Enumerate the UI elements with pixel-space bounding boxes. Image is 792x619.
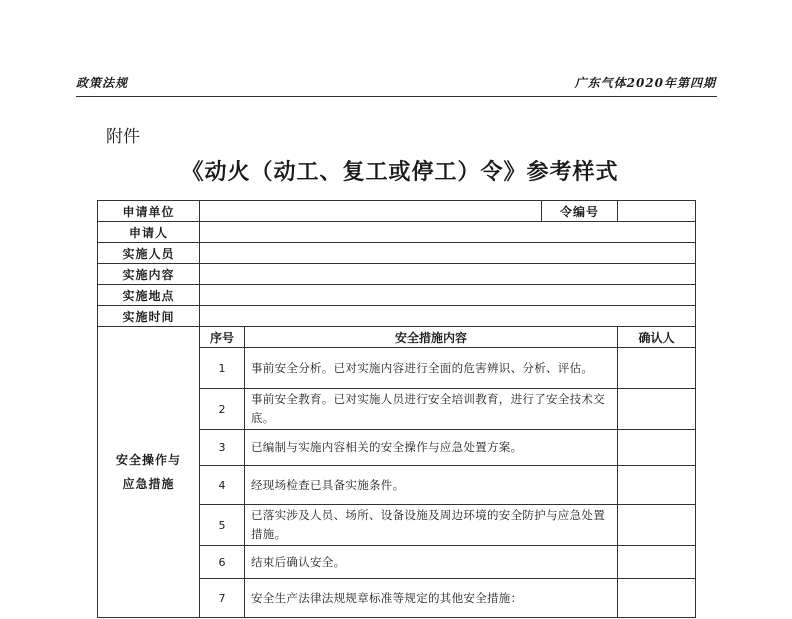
- header-divider: [76, 96, 717, 97]
- confirm-field[interactable]: [618, 579, 696, 618]
- personnel-field[interactable]: [200, 243, 696, 264]
- measure-seq: 6: [200, 546, 245, 579]
- measure-seq: 4: [200, 466, 245, 505]
- applicant-unit-label: 申请单位: [98, 201, 200, 222]
- seq-column-header: 序号: [200, 327, 245, 348]
- location-field[interactable]: [200, 285, 696, 306]
- measure-text: 事前安全分析。已对实施内容进行全面的危害辨识、分析、评估。: [245, 348, 618, 389]
- attachment-label: 附件: [106, 127, 140, 147]
- applicant-row: [98, 222, 696, 243]
- time-label: 实施时间: [98, 306, 200, 327]
- applicant-unit-field[interactable]: [200, 201, 542, 222]
- measure-seq: 2: [200, 389, 245, 430]
- measure-text: 事前安全教育。已对实施人员进行安全培训教育，进行了安全技术交底。: [245, 389, 618, 430]
- confirm-column-header: 确认人: [618, 327, 696, 348]
- confirm-field[interactable]: [618, 505, 696, 546]
- measure-seq: 7: [200, 579, 245, 618]
- applicant-label: 申请人: [98, 222, 200, 243]
- time-row: [98, 306, 696, 327]
- content-row: [98, 264, 696, 285]
- measure-seq: 1: [200, 348, 245, 389]
- confirm-field[interactable]: [618, 466, 696, 505]
- measure-column-header: 安全措施内容: [245, 327, 618, 348]
- measure-seq: 3: [200, 430, 245, 466]
- safety-section-label: [98, 327, 200, 618]
- confirm-field[interactable]: [618, 348, 696, 389]
- location-row: [98, 285, 696, 306]
- personnel-label: 实施人员: [98, 243, 200, 264]
- header-section-label: 政策法规: [76, 76, 129, 90]
- applicant-unit-row: [98, 201, 696, 222]
- confirm-field[interactable]: [618, 389, 696, 430]
- order-number-field[interactable]: [618, 201, 696, 222]
- personnel-row: [98, 243, 696, 264]
- measure-seq: 5: [200, 505, 245, 546]
- time-field[interactable]: [200, 306, 696, 327]
- confirm-field[interactable]: [618, 546, 696, 579]
- order-form-table: [97, 200, 696, 618]
- confirm-field[interactable]: [618, 430, 696, 466]
- content-field[interactable]: [200, 264, 696, 285]
- safety-section-label-text: 安全操作与应急措施: [115, 453, 181, 491]
- applicant-field[interactable]: [200, 222, 696, 243]
- measure-text: 结束后确认安全。: [245, 546, 618, 579]
- measure-text: 安全生产法律法规规章标准等规定的其他安全措施：: [245, 579, 618, 618]
- measures-header-row: [98, 327, 696, 348]
- measure-text: 已落实涉及人员、场所、设备设施及周边环境的安全防护与应急处置措施。: [245, 505, 618, 546]
- content-label: 实施内容: [98, 264, 200, 285]
- location-label: 实施地点: [98, 285, 200, 306]
- header-issue-label: 广东气体2020年第四期: [574, 76, 716, 90]
- measure-text: 已编制与实施内容相关的安全操作与应急处置方案。: [245, 430, 618, 466]
- measure-text: 经现场检查已具备实施条件。: [245, 466, 618, 505]
- document-title: 《动火（动工、复工或停工）令》参考样式: [181, 159, 619, 185]
- order-number-label: 令编号: [542, 201, 618, 222]
